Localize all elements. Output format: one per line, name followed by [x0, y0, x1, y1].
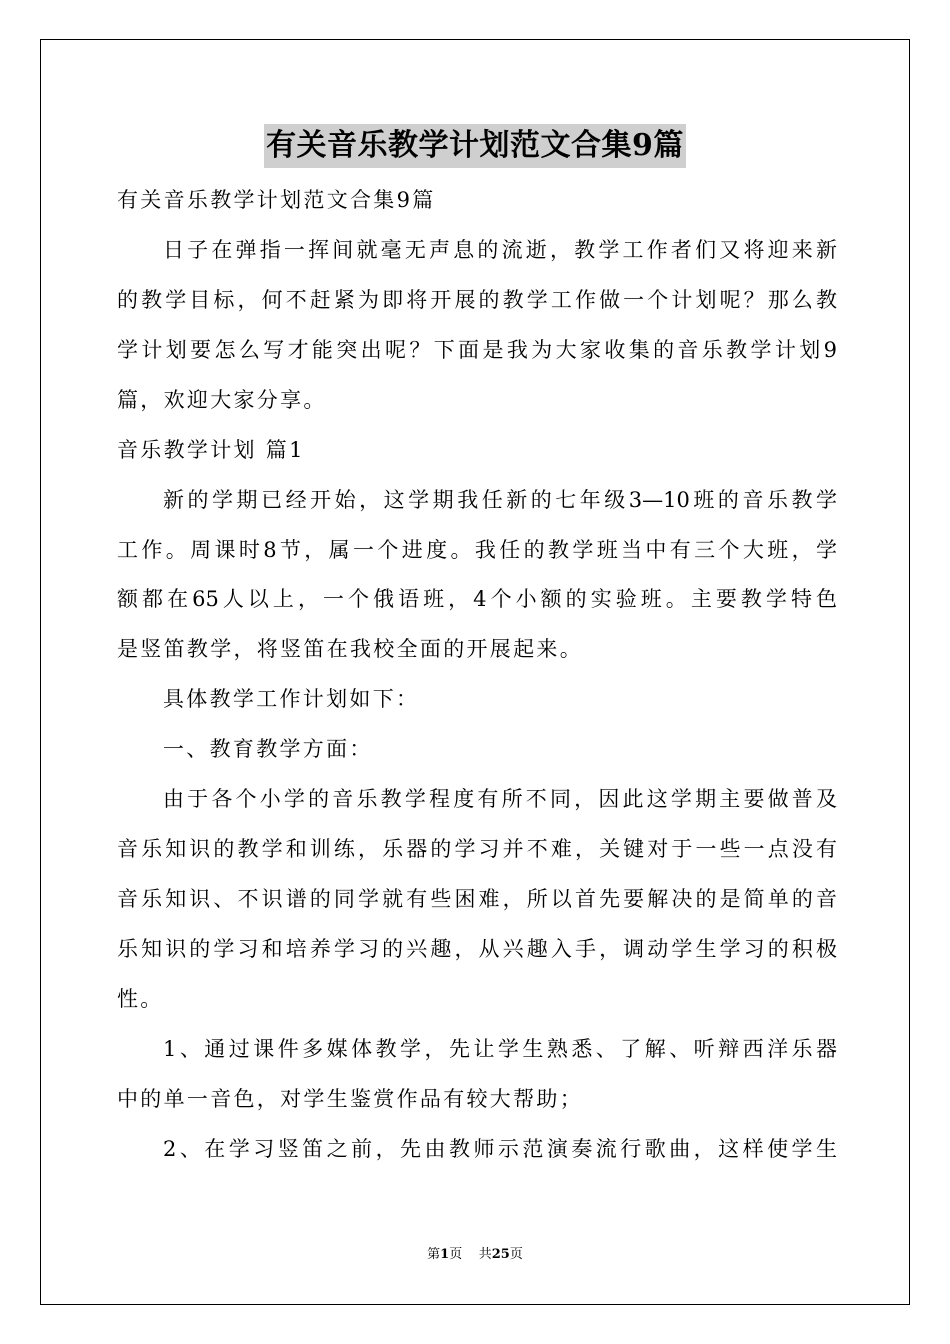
- paragraph-line: 工作。周课时8节，属一个进度。我任的教学班当中有三个大班，学: [117, 538, 837, 562]
- document-title-text: 有关音乐教学计划范文合集9篇: [264, 124, 686, 168]
- document-title: [0, 124, 950, 170]
- paragraph-line: 由于各个小学的音乐教学程度有所不同，因此这学期主要做普及: [163, 787, 837, 811]
- paragraph-line: 学计划要怎么写才能突出呢？下面是我为大家收集的音乐教学计划9: [117, 338, 837, 362]
- paragraph-line: 新的学期已经开始，这学期我任新的七年级3—10班的音乐教学: [163, 488, 837, 512]
- paragraph-line: 乐知识的学习和培养学习的兴趣，从兴趣入手，调动学生学习的积极: [117, 937, 837, 961]
- paragraph-line: 额都在65人以上，一个俄语班，4个小额的实验班。主要教学特色: [117, 587, 837, 611]
- footer-total-prefix: 共: [478, 1247, 492, 1262]
- paragraph-line: 日子在弹指一挥间就毫无声息的流逝，教学工作者们又将迎来新: [163, 238, 837, 262]
- paragraph-line: 具体教学工作计划如下：: [163, 687, 420, 711]
- paragraph-line: 2、在学习竖笛之前，先由教师示范演奏流行歌曲，这样使学生: [163, 1137, 837, 1161]
- paragraph-line: 篇，欢迎大家分享。: [117, 388, 327, 412]
- paragraph-line: 音乐知识、不识谱的同学就有些困难，所以首先要解决的是简单的音: [117, 887, 837, 911]
- page-footer: [0, 1246, 950, 1264]
- page-border: [40, 39, 910, 1305]
- paragraph-line: 的教学目标，何不赶紧为即将开展的教学工作做一个计划呢？那么教: [117, 288, 837, 312]
- footer-page-number: 1: [440, 1247, 450, 1262]
- paragraph-line: 性。: [117, 987, 164, 1011]
- footer-page-prefix: 第: [427, 1247, 441, 1262]
- footer-total-pages: 25: [491, 1247, 510, 1262]
- paragraph-line: 中的单一音色，对学生鉴赏作品有较大帮助；: [117, 1087, 583, 1111]
- footer-page-suffix: 页: [449, 1247, 463, 1262]
- paragraph-line: 音乐知识的教学和训练，乐器的学习并不难，关键对于一些一点没有: [117, 837, 837, 861]
- section-heading: 音乐教学计划 篇1: [117, 438, 305, 462]
- paragraph-line: 1、通过课件多媒体教学，先让学生熟悉、了解、听辩西洋乐器: [163, 1037, 837, 1061]
- paragraph-line: 是竖笛教学，将竖笛在我校全面的开展起来。: [117, 637, 583, 661]
- subtitle-line: 有关音乐教学计划范文合集9篇: [117, 188, 436, 212]
- footer-total-suffix: 页: [509, 1247, 523, 1262]
- paragraph-line: 一、教育教学方面：: [163, 737, 373, 761]
